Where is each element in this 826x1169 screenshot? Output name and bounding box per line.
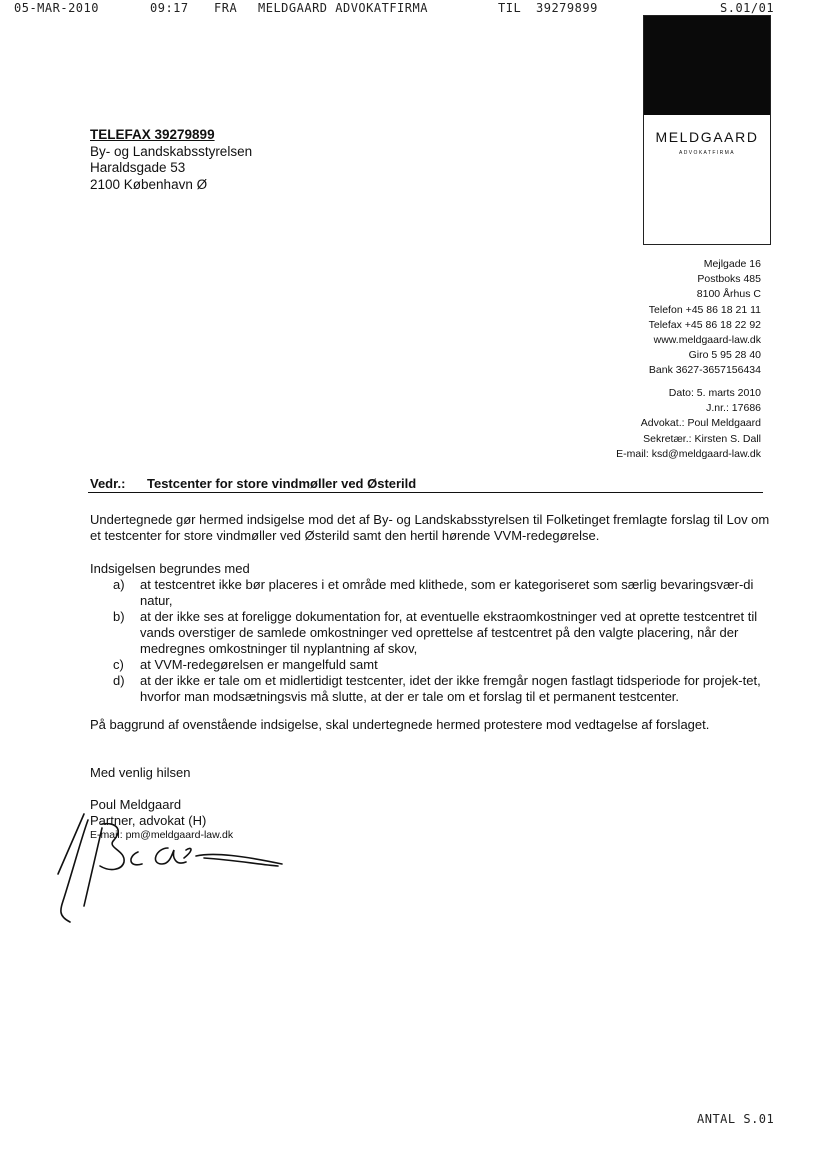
signer-email: E-mail: pm@meldgaard-law.dk — [90, 829, 234, 841]
firm-fax: Telefax +45 86 18 22 92 — [648, 318, 761, 331]
firm-street: Mejlgade 16 — [703, 258, 761, 270]
subject-divider — [88, 492, 763, 493]
fax-date: 05-MAR-2010 — [14, 1, 99, 15]
fax-to-label: TIL — [498, 1, 522, 15]
recipient-city: 2100 København Ø — [90, 176, 208, 192]
recipient-name: By- og Landskabsstyrelsen — [90, 143, 253, 159]
firm-logo — [643, 15, 771, 245]
grounds-intro: Indsigelsen begrundes med — [90, 561, 250, 576]
logo-black-band — [644, 16, 770, 115]
fax-time: 09:17 — [150, 1, 189, 15]
list-item-letter: c) — [113, 657, 124, 672]
letter-date: Dato: 5. marts 2010 — [668, 387, 761, 399]
list-item-text: at VVM-redegørelsen er mangelfuld samt — [140, 657, 378, 672]
firm-city: 8100 Århus C — [696, 288, 761, 301]
firm-pobox: Postboks 485 — [697, 273, 761, 286]
signer-title: Partner, advokat (H) — [90, 813, 207, 828]
list-item — [113, 577, 773, 609]
list-item-text: at der ikke er tale om et midlertidigt testcenter, idet der ikke fremgår nogen fastlagt tidsperiode for projek-tet, hvorfor man modsætningsvis må slutte, at der er tale om et forslag til et permanent testcenter. — [140, 673, 761, 704]
logo-subtitle: ADVOKATFIRMA — [679, 150, 735, 156]
firm-contact-block — [649, 257, 761, 379]
fax-from-label: FRA — [214, 1, 238, 15]
list-item — [113, 657, 773, 673]
case-number: J.nr.: 17686 — [706, 402, 761, 415]
firm-bank: Bank 3627-3657156434 — [648, 364, 761, 377]
fax-to-number: 39279899 — [536, 1, 598, 15]
list-item — [113, 673, 773, 705]
closing-phrase: Med venlig hilsen — [90, 765, 191, 780]
firm-giro: Giro 5 95 28 40 — [688, 349, 761, 362]
secretary-email: E-mail: ksd@meldgaard-law.dk — [616, 447, 761, 460]
conclusion-paragraph: På baggrund af ovenstående indsigelse, skal undertegnede hermed protestere mod vedtagelse af forslaget. — [90, 717, 710, 732]
lawyer: Advokat.: Poul Meldgaard — [640, 417, 761, 430]
fax-page-total: ANTAL S.01 — [697, 1112, 775, 1126]
firm-web: www.meldgaard-law.dk — [653, 334, 761, 347]
list-item — [113, 609, 773, 657]
fax-sender: MELDGAARD ADVOKATFIRMA — [258, 1, 428, 15]
logo-name: MELDGAARD — [655, 129, 759, 145]
subject-line — [90, 476, 416, 491]
list-item-letter: b) — [113, 609, 125, 624]
list-item-text: at der ikke ses at foreligge dokumentation for, at eventuelle ekstraomkostninger ved at oprette testcentret til vands overstiger de samlede omkostninger ved oprettelse af testcentret på den valgte placering, når der medregnes omkostninger til nyplantning af skov, — [140, 609, 758, 656]
grounds-list — [113, 577, 773, 705]
signer-name: Poul Meldgaard — [90, 797, 182, 812]
list-item-letter: a) — [113, 577, 125, 592]
subject-text: Testcenter for store vindmøller ved Østerild — [147, 476, 417, 491]
secretary: Sekretær.: Kirsten S. Dall — [643, 432, 761, 445]
intro-paragraph: Undertegnede gør hermed indsigelse mod det af By- og Landskabsstyrelsen til Folketinget fremlagte forslag til Lov om et testcenter for store vindmøller ved Østerild samt den hertil hørende VVM-redegørelse. — [90, 512, 770, 543]
recipient-fax-line: TELEFAX 39279899 — [90, 127, 215, 142]
subject-label: Vedr.: — [90, 476, 126, 491]
firm-phone: Telefon +45 86 18 21 11 — [648, 303, 761, 316]
recipient-street: Haraldsgade 53 — [90, 160, 186, 175]
fax-page-count: S.01/01 — [720, 1, 775, 15]
list-item-letter: d) — [113, 673, 125, 688]
case-meta-block — [616, 386, 761, 462]
list-item-text: at testcentret ikke bør placeres i et område med klithede, som er kategoriseret som særlig bevaringsvær-di natur, — [140, 577, 754, 608]
handwritten-signature — [44, 806, 294, 926]
recipient-block — [90, 127, 252, 193]
